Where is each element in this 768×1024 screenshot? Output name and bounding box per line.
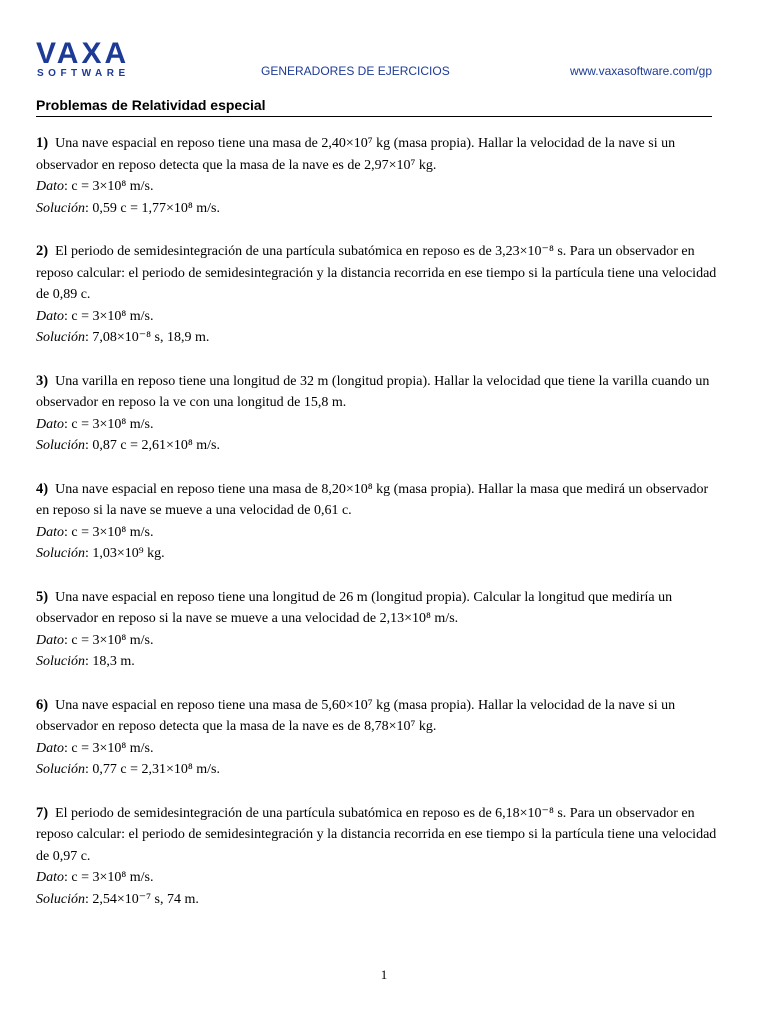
dato-label: Dato — [36, 870, 64, 885]
vaxa-logo — [36, 37, 140, 80]
header-url-link[interactable]: www.vaxasoftware.com/gp — [569, 64, 712, 78]
problem-2 — [36, 241, 720, 349]
problem-number: 7) — [36, 804, 49, 821]
problem-text: Una varilla en reposo tiene una longitud de 32 m (longitud propia). Hallar la velocidad que tiene la varilla cuando un observador en reposo la ve con una longitud de 15,8 m. — [36, 373, 710, 410]
problem-number: 4) — [36, 480, 49, 497]
solution-label: Solución — [36, 438, 85, 453]
problem-text: Una nave espacial en reposo tiene una masa de 2,40×10⁷ kg (masa propia). Hallar la velocidad de la nave si un observador en reposo detecta que la masa de la nave es de 2,97×10⁷ kg. — [36, 136, 676, 173]
dato-line — [36, 414, 720, 436]
problem-4 — [36, 479, 720, 565]
problem-7 — [36, 803, 720, 911]
page-number: 1 — [380, 967, 388, 982]
dato-line — [36, 176, 720, 198]
problem-statement — [36, 803, 720, 868]
solution-line — [36, 651, 720, 673]
problem-statement — [36, 133, 720, 176]
solution-value: : 0,59 c = 1,77×10⁸ m/s. — [85, 200, 221, 216]
problem-text: Una nave espacial en reposo tiene una masa de 5,60×10⁷ kg (masa propia). Hallar la velocidad de la nave si un observador en reposo detecta que la masa de la nave es de 8,78×10⁷ kg. — [36, 697, 676, 734]
dato-value: : c = 3×10⁸ m/s. — [64, 632, 154, 648]
dato-line — [36, 738, 720, 760]
dato-value: : c = 3×10⁸ m/s. — [64, 870, 154, 885]
problem-text: El periodo de semidesintegración de una partícula subatómica en reposo es de 3,23×10⁻⁸ s. Para un observador en reposo calcular: el periodo de semidesintegración y la distancia recorrida en ese tiempo si la partícula tiene una velocidad de 0,89 c. — [36, 244, 717, 302]
problem-3 — [36, 371, 720, 457]
problem-text: Una nave espacial en reposo tiene una longitud de 26 m (longitud propia). Calcular la longitud que mediría un observador en reposo si la nave se mueve a una velocidad de 2,13×10⁸ m/s. — [36, 589, 673, 626]
solution-label: Solución — [36, 330, 85, 345]
problem-statement — [36, 479, 720, 522]
solution-line — [36, 543, 720, 565]
document-title: Problemas de Relatividad especial — [36, 96, 712, 117]
solution-value: : 18,3 m. — [85, 654, 135, 669]
solution-value: : 0,87 c = 2,61×10⁸ m/s. — [85, 438, 221, 453]
solution-value: : 0,77 c = 2,31×10⁸ m/s. — [85, 762, 221, 777]
problem-statement — [36, 241, 720, 306]
dato-label: Dato — [36, 524, 64, 540]
solution-value: : 1,03×10⁹ kg. — [85, 546, 165, 561]
dato-label: Dato — [36, 179, 64, 194]
problem-number: 5) — [36, 588, 49, 605]
solution-label: Solución — [36, 762, 85, 777]
problem-number: 2) — [36, 243, 49, 259]
problem-number: 1) — [36, 135, 49, 151]
solution-label: Solución — [36, 891, 85, 907]
solution-line — [36, 435, 720, 457]
logo-subtitle: SOFTWARE — [37, 68, 130, 79]
problem-number: 3) — [36, 372, 49, 389]
dato-value: : c = 3×10⁸ m/s. — [64, 179, 154, 194]
solution-line — [36, 889, 720, 911]
solution-line — [36, 198, 720, 220]
dato-label: Dato — [36, 308, 64, 324]
solution-value: : 2,54×10⁻⁷ s, 74 m. — [85, 891, 199, 907]
solution-line — [36, 327, 720, 349]
dato-line — [36, 867, 720, 889]
dato-label: Dato — [36, 632, 64, 648]
problem-statement — [36, 587, 720, 630]
dato-value: : c = 3×10⁸ m/s. — [64, 416, 154, 432]
solution-label: Solución — [36, 200, 85, 216]
dato-value: : c = 3×10⁸ m/s. — [64, 308, 154, 324]
dato-value: : c = 3×10⁸ m/s. — [64, 524, 154, 540]
dato-line — [36, 306, 720, 328]
problem-statement — [36, 371, 720, 414]
logo-wordmark: VAXA — [36, 37, 130, 70]
problem-number: 6) — [36, 696, 49, 713]
solution-value: : 7,08×10⁻⁸ s, 18,9 m. — [85, 330, 210, 345]
dato-value: : c = 3×10⁸ m/s. — [64, 740, 154, 756]
solution-label: Solución — [36, 546, 85, 561]
solution-line — [36, 759, 720, 781]
problem-text: El periodo de semidesintegración de una partícula subatómica en reposo es de 6,18×10⁻⁸ s. Para un observador en reposo calcular: el periodo de semidesintegración y la distancia recorrida en ese tiempo si la partícula tiene una velocidad de 0,97 c. — [36, 805, 717, 864]
header-section-title: GENERADORES DE EJERCICIOS — [261, 64, 450, 78]
problem-list — [36, 133, 720, 932]
page-header — [36, 37, 712, 84]
problem-6 — [36, 695, 720, 781]
dato-label: Dato — [36, 416, 64, 432]
solution-label: Solución — [36, 654, 85, 669]
problem-1 — [36, 133, 720, 219]
problem-text: Una nave espacial en reposo tiene una masa de 8,20×10⁸ kg (masa propia). Hallar la masa que medirá un observador en reposo si la nave se mueve a una velocidad de 0,61 c. — [36, 481, 709, 518]
dato-line — [36, 522, 720, 544]
problem-5 — [36, 587, 720, 673]
problem-statement — [36, 695, 720, 738]
dato-label: Dato — [36, 740, 64, 756]
dato-line — [36, 630, 720, 652]
